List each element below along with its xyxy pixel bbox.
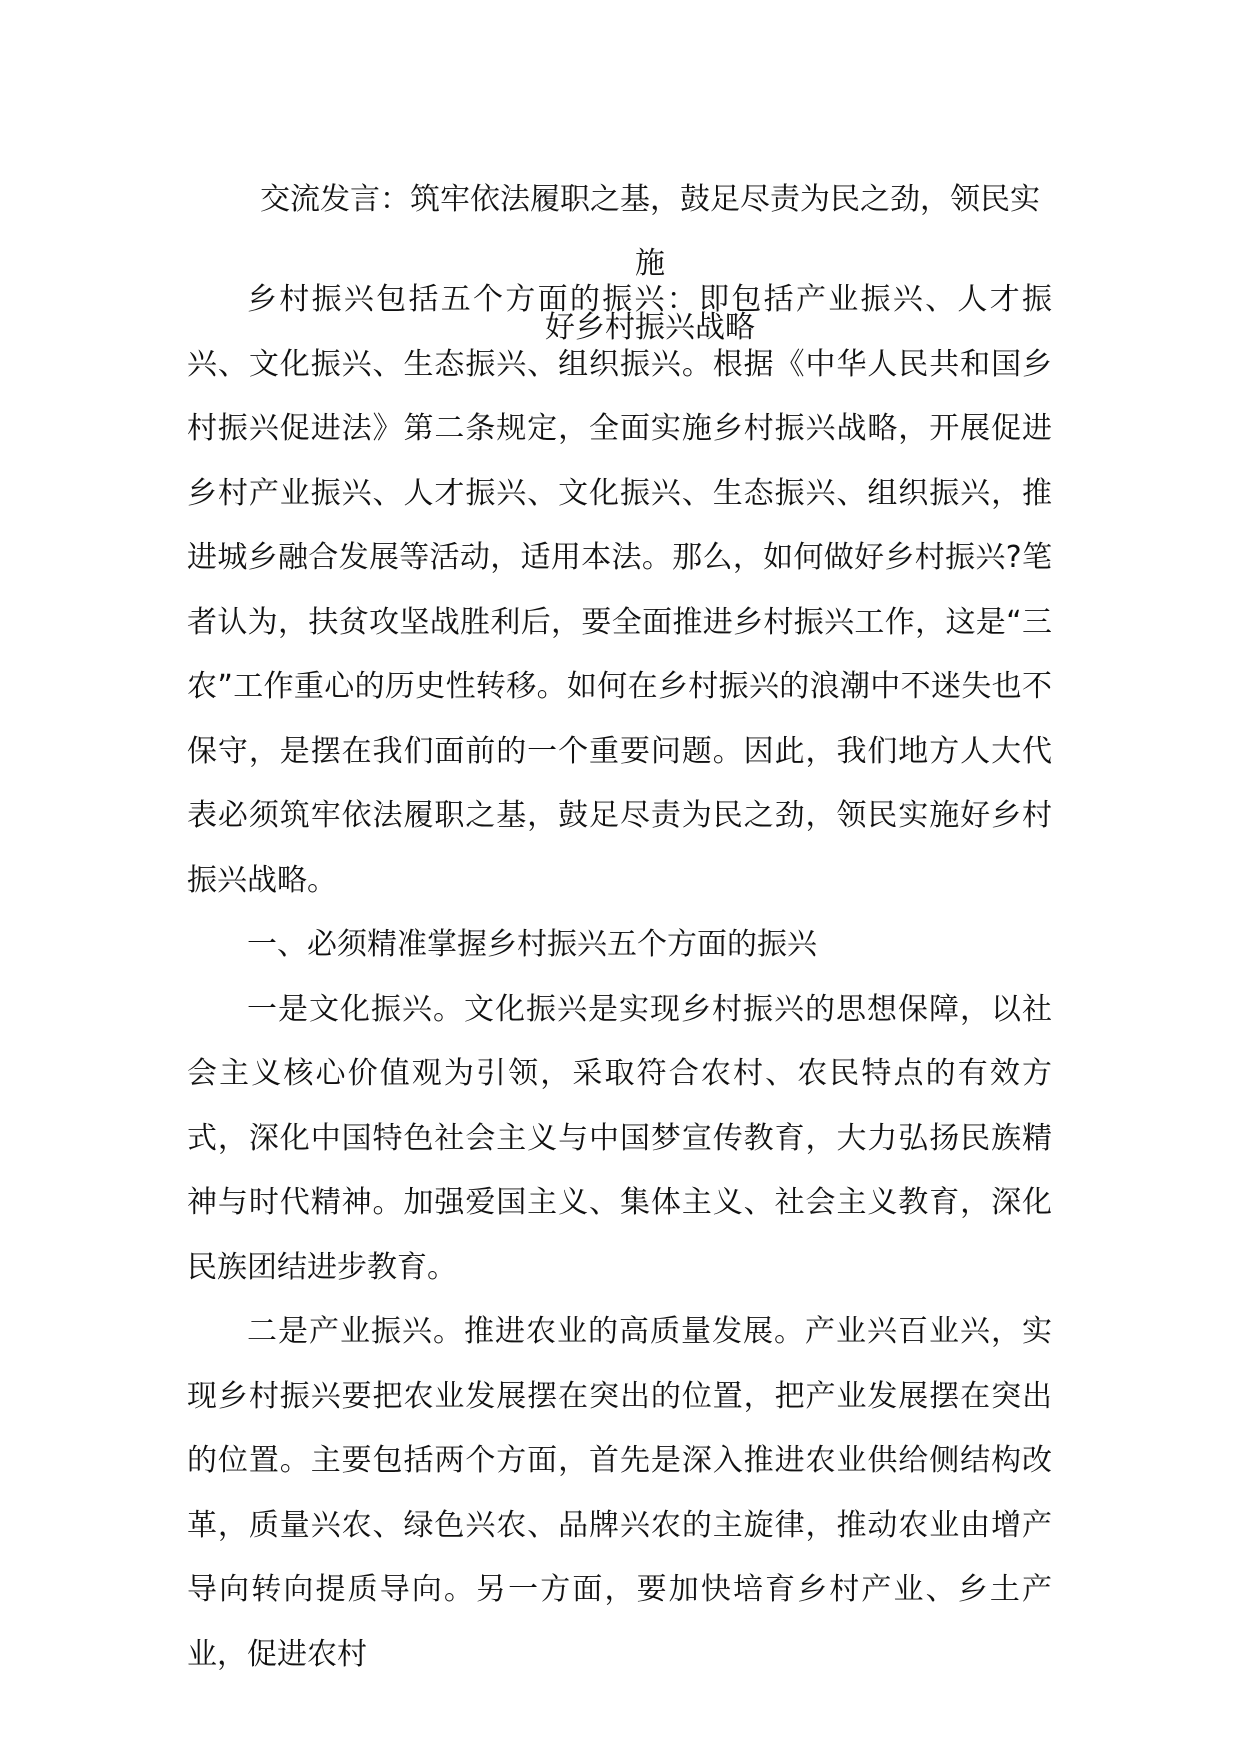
paragraph-intro: 乡村振兴包括五个方面的振兴：即包括产业振兴、人才振兴、文化振兴、生态振兴、组织振兴。根据《中华人民共和国乡村振兴促进法》第二条规定，全面实施乡村振兴战略，开展促进乡村产业振兴、人才振兴、文化振兴、生态振兴、组织振兴，推进城乡融合发展等活动，适用本法。那么，如何做好乡村振兴?笔者认为，扶贫攻坚战胜利后，要全面推进乡村振兴工作，这是“三农”工作重心的历史性转移。如何在乡村振兴的浪潮中不迷失也不保守，是摆在我们面前的一个重要问题。因此，我们地方人大代表必须筑牢依法履职之基，鼓足尽责为民之劲，领民实施好乡村振兴战略。 bbox=[187, 282, 1052, 898]
paragraph-culture: 一是文化振兴。文化振兴是实现乡村振兴的思想保障，以社会主义核心价值观为引领，采取符合农村、农民特点的有效方式，深化中国特色社会主义与中国梦宣传教育，大力弘扬民族精神与时代精神。加强爱国主义、集体主义、社会主义教育，深化民族团结进步教育。 bbox=[187, 991, 1052, 1285]
title-line-1: 交流发言：筑牢依法履职之基，鼓足尽责为民之劲，领民实施 bbox=[260, 182, 1040, 281]
section-heading-1: 一、必须精准掌握乡村振兴五个方面的振兴 bbox=[247, 927, 817, 962]
document-body bbox=[187, 268, 1052, 1687]
title-line-2: 好乡村振兴战略 bbox=[545, 310, 755, 345]
paragraph-industry: 二是产业振兴。推进农业的高质量发展。产业兴百业兴，实现乡村振兴要把农业发展摆在突出的位置，把产业发展摆在突出的位置。主要包括两个方面，首先是深入推进农业供给侧结构改革，质量兴农、绿色兴农、品牌兴农的主旋律，推动农业由增产导向转向提质导向。另一方面，要加快培育乡村产业、乡土产业，促进农村 bbox=[187, 1314, 1052, 1672]
